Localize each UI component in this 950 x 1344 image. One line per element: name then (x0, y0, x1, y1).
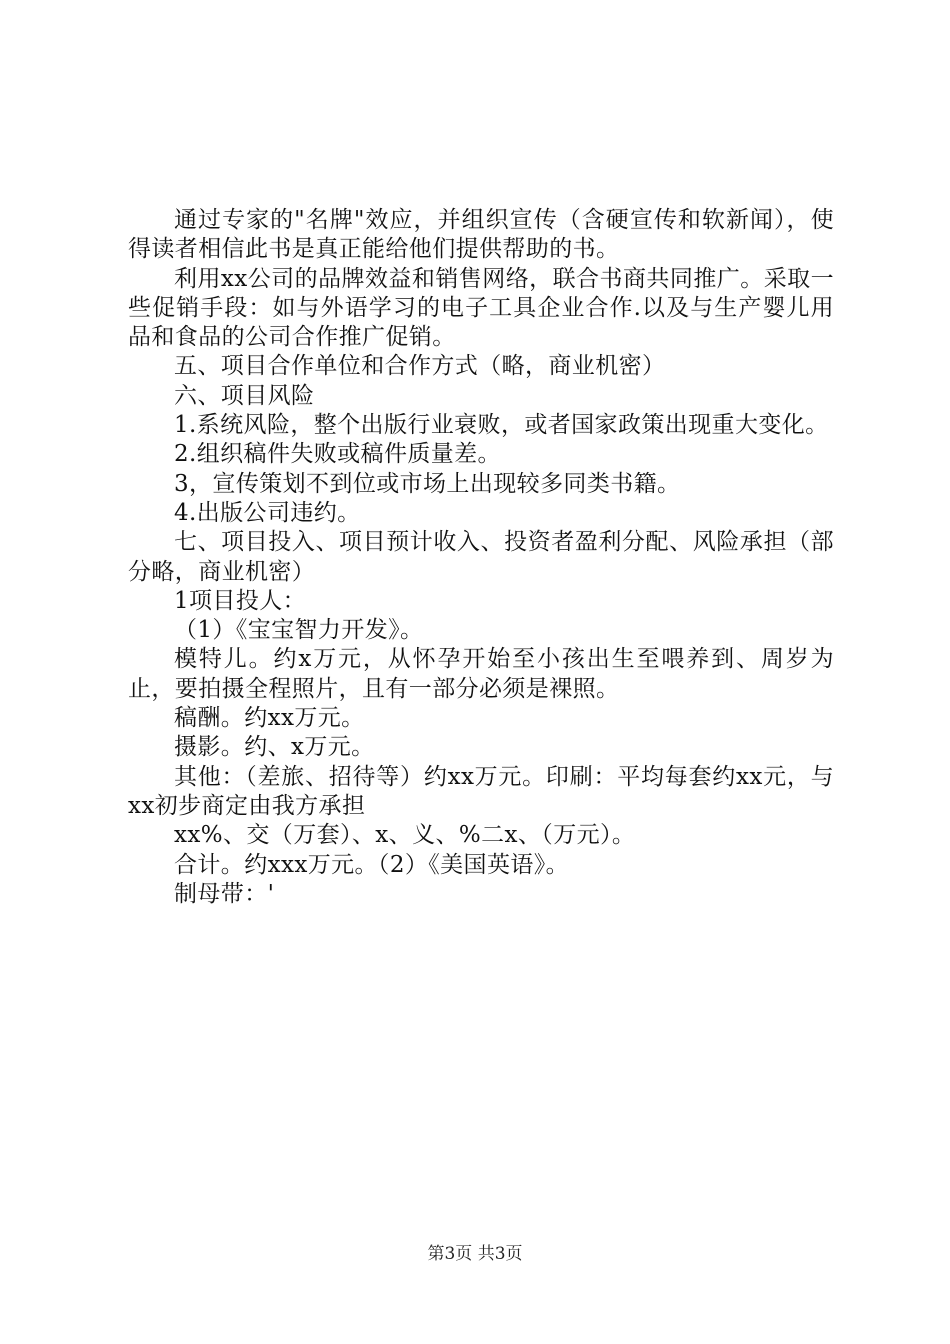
paragraph-master-tape: 制母带：' (174, 880, 275, 907)
paragraph-promotion-network: 利用xx公司的品牌效益和销售网络，联合书商共同推广。采取一些促销手段：如与外语学习的电子工具企业合作.以及与生产婴儿用品和食品的公司合作推广促销。 (128, 265, 834, 351)
subheading-book-1: （1）《宝宝智力开发》。 (174, 617, 424, 644)
page-number-footer: 第3页 共3页 (427, 1244, 523, 1264)
list-item-risk-3: 3，宣传策划不到位或市场上出现较多同类书籍。 (174, 470, 681, 497)
document-body (128, 206, 834, 909)
heading-section-seven: 七、项目投入、项目预计收入、投资者盈利分配、风险承担（部分略，商业机密） (128, 529, 834, 585)
paragraph-total-cost: 合计。约xxx万元。（2）《美国英语》。 (174, 851, 570, 878)
paragraph-model-cost: 模特儿。约x万元，从怀孕开始至小孩出生至喂养到、周岁为止，要拍摄全程照片，且有一部分必须是裸照。 (128, 646, 834, 702)
paragraph-print-formula: xx%、交（万套）、x、义、%二x、（万元）。 (174, 822, 636, 849)
paragraph-other-cost: 其他：（差旅、招待等）约xx万元。印刷：平均每套约xx元，与xx初步商定由我方承担 (128, 763, 834, 819)
paragraph-promotion-experts: 通过专家的"名牌"效应，并组织宣传（含硬宣传和软新闻），使得读者相信此书是真正能给他们提供帮助的书。 (128, 207, 834, 263)
subheading-investment: 1项目投人： (174, 587, 307, 614)
list-item-risk-2: 2.组织稿件失败或稿件质量差。 (174, 441, 501, 468)
paragraph-royalty-cost: 稿酬。约xx万元。 (174, 705, 365, 732)
list-item-risk-4: 4.出版公司违约。 (174, 499, 361, 526)
list-item-risk-1: 1.系统风险，整个出版行业衰败，或者国家政策出现重大变化。 (174, 412, 829, 439)
paragraph-photography-cost: 摄影。约、x万元。 (174, 734, 375, 761)
heading-section-five: 五、项目合作单位和合作方式（略，商业机密） (174, 353, 666, 380)
heading-section-six: 六、项目风险 (174, 382, 315, 409)
